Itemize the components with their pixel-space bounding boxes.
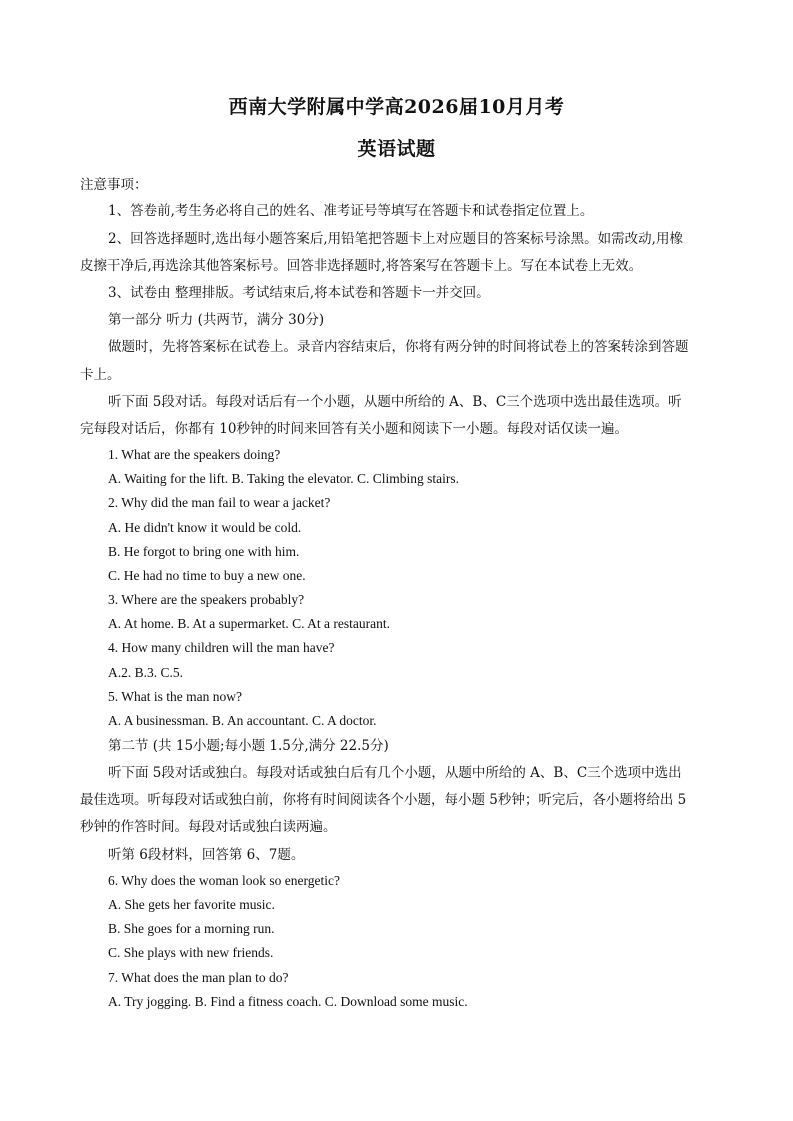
question-6-option-a: A. She gets her favorite music. [108,897,275,912]
question-2: 2. Why did the man fail to wear a jacket? [108,495,331,510]
question-2-option-c: C. He had no time to buy a new one. [108,568,306,583]
section-two-instructions: 听下面 5段对话或独白。每段对话或独白后有几个小题，从题中所给的 A、B、C三个选项中选出 [108,765,682,781]
question-3-options: A. At home. B. At a supermarket. C. At a restaurant. [108,616,390,631]
part-one-instructions: 做题时，先将答案标在试卷上。录音内容结束后，你将有两分钟的时间将试卷上的答案转涂到答题 [108,339,689,355]
notice-item-3: 3、试卷由 整理排版。考试结束后,将本试卷和答题卡一并交回。 [108,285,490,301]
exam-title: 西南大学附属中学高2026届10月月考 [228,96,565,118]
section-one-instructions-cont: 完每段对话后，你都有 10秒钟的时间来回答有关小题和阅读下一小题。每段对话仅读一遍。 [80,421,628,437]
notice-heading: 注意事项： [80,177,148,193]
section-one-instructions: 听下面 5段对话。每段对话后有一个小题，从题中所给的 A、B、C三个选项中选出最佳选项。听 [108,394,682,410]
question-2-option-a: A. He didn't know it would be cold. [108,520,302,535]
notice-item-1: 1、答卷前,考生务必将自己的姓名、准考证号等填写在答题卡和试卷指定位置上。 [108,203,594,219]
material-6-heading: 听第 6段材料，回答第 6、7题。 [108,847,305,863]
question-6-option-b: B. She goes for a morning run. [108,921,275,936]
question-5: 5. What is the man now? [108,689,242,704]
notice-item-2-cont: 皮擦干净后,再选涂其他答案标号。回答非选择题时,将答案写在答题卡上。写在本试卷上无效。 [80,258,643,274]
question-7: 7. What does the man plan to do? [108,970,289,985]
question-1-options: A. Waiting for the lift. B. Taking the elevator. C. Climbing stairs. [108,471,460,486]
question-1: 1. What are the speakers doing? [108,447,281,462]
question-2-option-b: B. He forgot to bring one with him. [108,544,300,559]
question-6-option-c: C. She plays with new friends. [108,945,274,960]
question-4: 4. How many children will the man have? [108,640,335,655]
notice-item-2: 2、回答选择题时,选出每小题答案后,用铅笔把答题卡上对应题目的答案标号涂黑。如需改动,用橡 [108,231,683,247]
section-two-instructions-cont-2: 秒钟的作答时间。每段对话或独白读两遍。 [80,819,337,835]
question-4-options: A.2. B.3. C.5. [108,665,184,680]
section-two-instructions-cont-1: 最佳选项。听每段对话或独白前，你将有时间阅读各个小题，每小题 5秒钟；听完后，各小题将给出 5 [80,792,687,808]
question-3: 3. Where are the speakers probably? [108,592,305,607]
part-one-instructions-cont: 卡上。 [80,367,121,383]
part-one-heading: 第一部分 听力 (共两节，满分 30分) [108,312,325,328]
section-two-heading: 第二节 (共 15小题;每小题 1.5分,满分 22.5分) [108,738,389,754]
question-7-options: A. Try jogging. B. Find a fitness coach. C. Download some music. [108,994,468,1009]
question-6: 6. Why does the woman look so energetic? [108,873,340,888]
question-5-options: A. A businessman. B. An accountant. C. A doctor. [108,713,377,728]
exam-subtitle: 英语试题 [357,138,436,160]
